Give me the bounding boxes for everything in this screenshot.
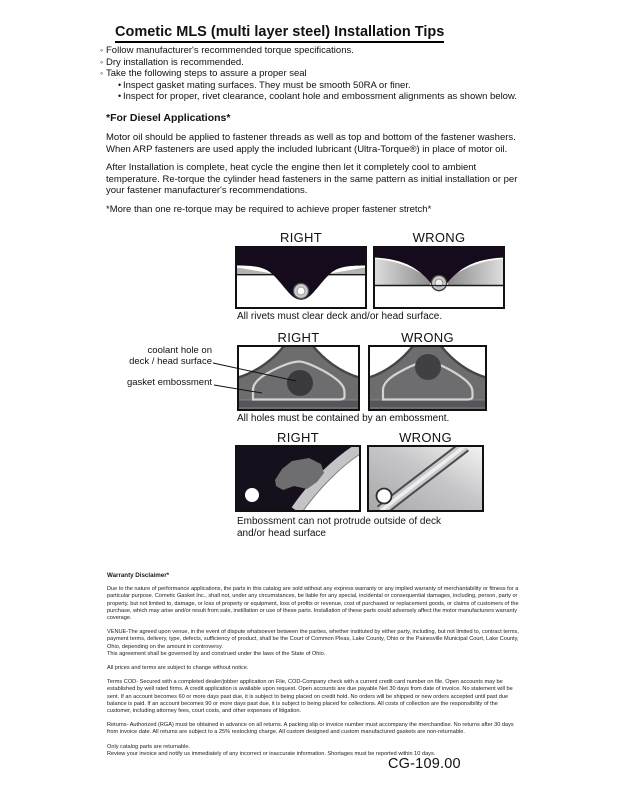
annotation-leader-lines (205, 355, 310, 400)
diesel-applications-heading: *For Diesel Applications* (106, 112, 231, 124)
coolant-hole-annotation (117, 346, 212, 368)
diagram-embossment-wrong (368, 345, 487, 411)
installation-tips-list (100, 45, 540, 103)
disclaimer-heading: Warranty Disclaimer* (107, 572, 170, 579)
figure-caption: All rivets must clear deck and/or head surface. (237, 311, 443, 322)
diagram-rivet-right (235, 246, 367, 309)
annotation-line: coolant hole on (147, 345, 212, 356)
diesel-paragraph-1: Motor oil should be applied to fastener threads as well as top and bottom of the fastener washers. When ARP fasteners are used apply the included lubricant (Ultra-Torque®) in place of motor oil. (106, 132, 516, 155)
retorque-note: *More than one re-torque may be required to achieve proper fastener stretch* (106, 204, 432, 215)
figure-caption (237, 516, 467, 539)
wrong-label: WRONG (412, 230, 466, 245)
caption-line: and/or head surface (237, 527, 326, 539)
wrong-label: WRONG (399, 430, 452, 445)
disclaimer-paragraph: All prices and terms are subject to change without notice. (107, 665, 249, 672)
open-bullet-icon: ◦ (100, 56, 104, 67)
disclaimer-governing-law: This agreement shall be governed by and construed under the laws of the State of Ohio. (107, 650, 326, 657)
tip-text: Dry installation is recommended. (106, 56, 244, 68)
diagram-rivet-wrong (373, 246, 505, 309)
right-label: RIGHT (277, 430, 319, 445)
annotation-line: deck / head surface (129, 355, 212, 367)
disclaimer-paragraph: Terms COD- Secured with a completed dealer/jobber application on File, COD-Company check with a current credit card number on file. Open accounts may be established by well rated firms. A credit application is available upon request. Open accounts are due payable Net 30 days from date of invoice. No statement will be sent. If an account becomes 60 or more days past due, it is subject to being placed on credit hold. No orders will be shipped or new orders accepted until past due balance is paid. If an account becomes 90 or more days past due, it is subject to being placed for collections. All costs of collection are the responsibility of the customer, including attorney fees, court costs, and other expenses of litigation. (107, 679, 513, 715)
diesel-paragraph-2: After Installation is complete, heat cycle the engine then let it completely cool to ambient temperature. Re-torque the cylinder head fasteners in the same pattern as initial installation or per your fastener manufacturer's recommendations. (106, 162, 518, 197)
list-item (100, 57, 540, 69)
disclaimer-paragraph (107, 629, 520, 658)
open-bullet-icon: ◦ (100, 45, 104, 55)
list-item (100, 68, 540, 80)
diagram-protrusion-right (235, 445, 361, 512)
tip-text: Inspect for proper, rivet clearance, coolant hole and embossment alignments as shown below. (123, 91, 517, 103)
disclaimer-paragraph: Returns- Authorized (RGA) must be obtained in advance on all returns. A packing slip or invoice number must accompany the merchandise. No returns after 30 days from invoice date. All returns are subject to a 25% restocking charge. All custom designed and custom manufactured gaskets are non-returnable. (107, 722, 514, 736)
wrong-label: WRONG (401, 330, 454, 345)
disclaimer-paragraph: Due to the nature of performance applications, the parts in this catalog are sold without any express warranty or any implied warranty of merchantability or fitness for a particular purpose. Cometic Gasket Inc., shall not, under any circumstances, be liable for any special, incidental or consequential damages, including, person, party or property, but not limited to, damage, or loss of property or equipment, loss of profits or revenue, cost of purchased or replacement goods, or claims of customers of the purchase, which may arise and/or result from sale, instillation or use of these parts. Installation of these parts could adversely affect the motor manufacturers warranty coverage. (107, 586, 519, 622)
bullet-icon: • (118, 79, 122, 90)
disclaimer-review: Review your invoice and notify us immediately of any incorrect or inaccurate information. Shortages must be reported within 10 days. (107, 750, 436, 757)
gasket-embossment-annotation: gasket embossment (126, 377, 212, 388)
warranty-disclaimer (107, 572, 520, 765)
diagram-protrusion-wrong (367, 445, 484, 512)
right-label: RIGHT (277, 330, 320, 345)
disclaimer-returnable: Only catalog parts are returnable. (107, 743, 191, 750)
list-item (100, 45, 540, 57)
disclaimer-venue: VENUE-The agreed upon venue, in the event of dispute whatsoever between the parties, whether instituted by either party, including, but not limited to, contract terms, payment terms, delivery, type, defects, sufficiency of product, shall be the Court of Common Pleas, Lake County, Ohio or the Painesville Municipal Court, Lake County, Ohio, depending on the amount in controversy. (107, 629, 519, 650)
document-number: CG-109.00 (388, 756, 461, 772)
bullet-icon: • (118, 91, 122, 102)
open-bullet-icon: ◦ (100, 68, 104, 79)
page-title: Cometic MLS (multi layer steel) Installation Tips (115, 24, 444, 43)
tip-text: Inspect gasket mating surfaces. They must be smooth 50RA or finer. (123, 79, 411, 91)
tip-text: Take the following steps to assure a proper seal (106, 68, 307, 80)
figure-caption: All holes must be contained by an embossment. (237, 413, 450, 424)
list-item (118, 91, 540, 103)
list-item (118, 80, 540, 92)
right-label: RIGHT (280, 230, 322, 245)
tip-text: Follow manufacturer's recommended torque specifications. (106, 45, 354, 56)
caption-line: Embossment can not protrude outside of deck (237, 516, 442, 527)
